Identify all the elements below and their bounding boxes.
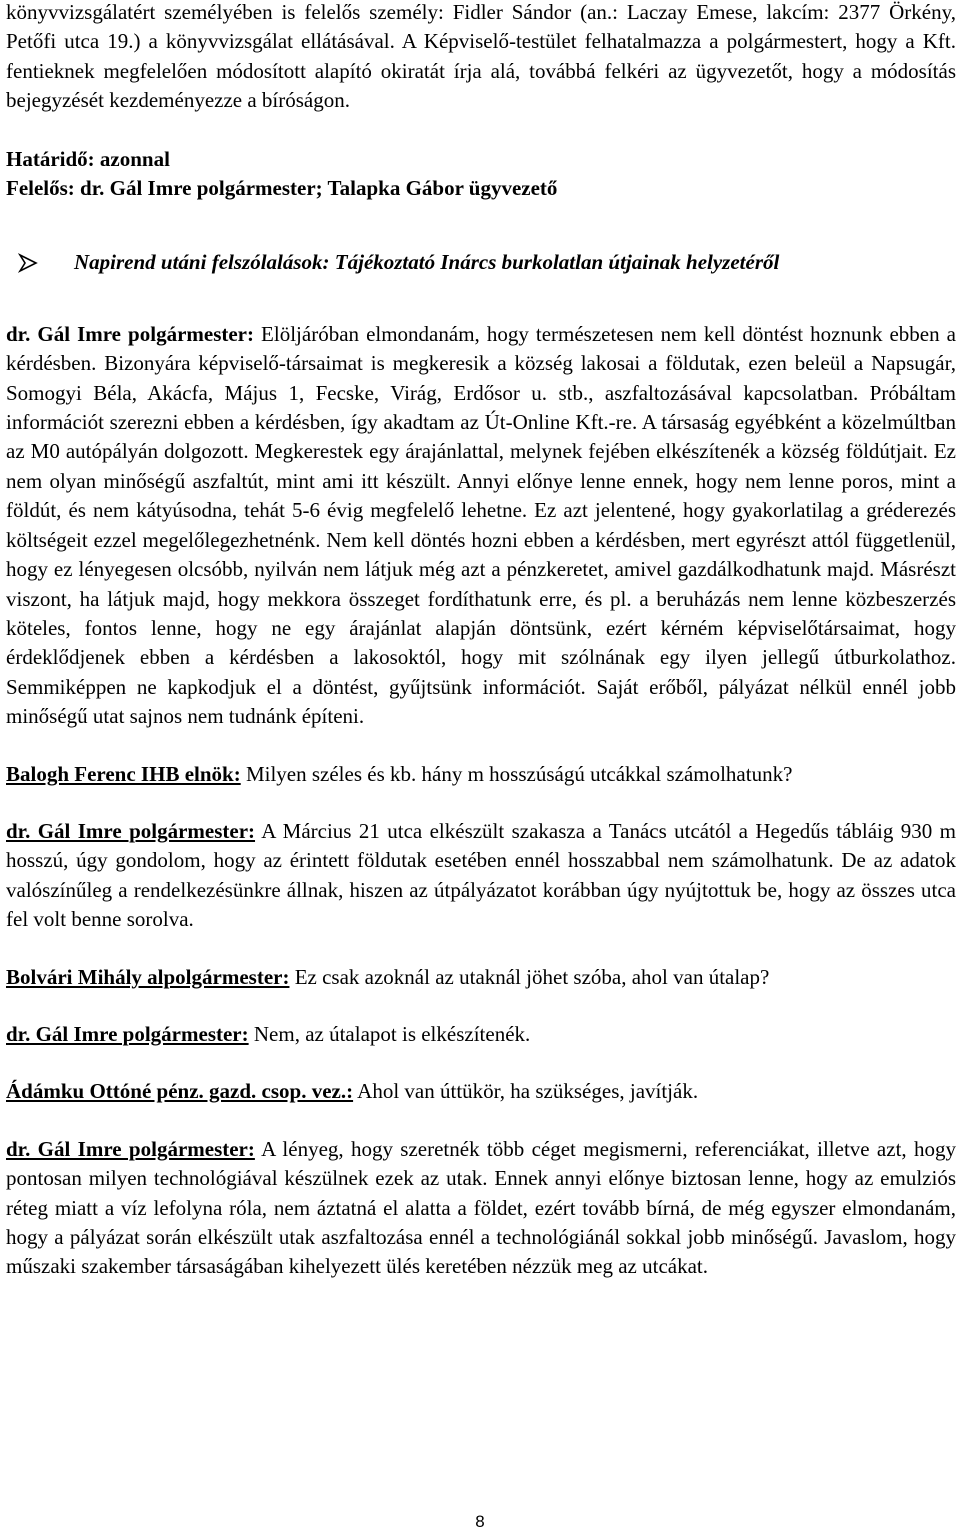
statement-text: Nem, az útalapot is elkészítenék.	[248, 1021, 531, 1046]
resolution-block	[6, 145, 956, 204]
statement-text: Milyen széles és kb. hány m hosszúságú utcákkal számolhatunk?	[240, 761, 793, 786]
intro-paragraph: könyvvizsgálatért személyében is felelős személy: Fidler Sándor (an.: Laczay Emese, lakcím: 2377 Örkény, Petőfi utca 19.) a könyvvizsgálat ellátásával. A Képviselő-testület felhatalmazza a polgármestert, hogy a Kft. fentieknek megfelelően módosított alapító okiratát írja alá, továbbá felkéri az ügyvezetőt, hogy a módosítás bejegyzését kezdeményezze a bíróságon.	[6, 0, 956, 113]
speaker-name: dr. Gál Imre polgármester:	[6, 1136, 255, 1161]
speaker-name: Balogh Ferenc IHB elnök:	[6, 761, 241, 786]
statement-text: A Március 21 utca elkészült szakasza a Tanács utcától a Hegedűs tábláig 930 m hosszú, úgy gondolom, hogy az érintett földutak esetében ennél hosszabbal nem számolhatunk. De az adatok valószínűleg a rendelkezésünkre állnak, hiszen az útpályázatot korábban úgy nyújtottuk be, hogy az összes utca fel volt benne sorolva.	[6, 818, 956, 932]
statement-paragraph	[6, 1135, 956, 1282]
statement-text: Ahol van úttükör, ha szükséges, javítják.	[353, 1079, 699, 1104]
page-number: 8	[475, 1512, 485, 1531]
statement-paragraph	[6, 1077, 956, 1106]
statement-text: A lényeg, hogy szeretnék több céget megismerni, referenciákat, illetve azt, hogy pontosan milyen technológiával készülnek ezek az utak. Ennek annyi előnye biztosan lenne, hogy az emulziós réteg miatt a víz lefolyna róla, nem áztatná el alatta a földet, ezért tovább bírná, de még egyszer elmondanám, hogy a pályázat során elkészült utak aszfaltozása ennél a technológiánál sokkal jobb minőségű. Javaslom, hogy műszaki szakember társaságában kihelyezett ülés keretében nézzük meg az utcákat.	[6, 1136, 956, 1279]
statement-text: Elöljáróban elmondanám, hogy természetesen nem kell döntést hoznunk ebben a kérdésben. Bizonyára képviselő-társaimat is megkeresik a község lakosai a földutak, ezen beleül a Napsugár, Somogyi Béla, Akácfa, Május 1, Fecske, Virág, Erdősor u. stb., aszfaltozásával kapcsolatban. Próbáltam információt szerezni ebben a kérdésben, így akadtam az Út-Online Kft.-re. A társaság egyébként a közelmúltban az M0 autópályán dolgozott. Megkerestek egy árajánlattal, melynek fejében elkészítenék a község földútjait. Ez nem olyan minőségű aszfaltút, mint ami itt készült. Annyi előnye lenne ennek, hogy nem lenne poros, mint a földút, és nem kátyúsodna, tehát 5-6 évig megfelelő lehetne. Ez azt jelentené, hogy gyakorlatilag a gréderezés költségeit ezzel megelőlegezhetnénk. Nem kell döntés hozni ebben a kérdésben, mert egyrészt attól függetlenül, hogy ez lényegesen olcsóbb, nyilván nem látjuk még azt a pénzkeretet, amivel gazdálkodhatunk majd. Másrészt viszont, ha látjuk majd, hogy mekkora összeget fordíthatunk erre, és pl. a beruházás nem lenne közbeszerzés köteles, fontos lenne, hogy ne egy árajánlat alapján döntsünk, ezért kérném képviselőtársaimat, hogy érdeklődjenek ebben a kérdésben a lakosoktól, hogy mit szólnának egy ilyen jellegű útburkolathoz. Semmiképpen ne kapkodjuk el a döntést, gyűjtsünk információt. Saját erőből, pályázat nélkül ennél jobb minőségű utat sajnos nem tudnánk építeni.	[6, 321, 956, 729]
statement-paragraph	[6, 760, 956, 789]
speaker-name: dr. Gál Imre polgármester:	[6, 1021, 249, 1046]
statement-paragraph	[6, 320, 956, 732]
statement-paragraph	[6, 963, 956, 992]
speaker-name: Ádámku Ottóné pénz. gazd. csop. vez.:	[6, 1079, 354, 1104]
agenda-title: Napirend utáni felszólalások: Tájékoztató Inárcs burkolatlan útjainak helyzetéről	[74, 250, 780, 275]
statement-paragraph	[6, 817, 956, 935]
speaker-name: Bolvári Mihály alpolgármester:	[6, 964, 290, 989]
responsible-line: Felelős: dr. Gál Imre polgármester; Talapka Gábor ügyvezető	[6, 176, 558, 201]
speaker-name: dr. Gál Imre polgármester:	[6, 321, 255, 346]
statement-paragraph	[6, 1020, 956, 1049]
speaker-name: dr. Gál Imre polgármester:	[6, 818, 256, 843]
agenda-item	[6, 248, 956, 277]
arrow-right-icon	[18, 253, 38, 273]
document-page	[6, 0, 956, 1282]
statement-text: Ez csak azoknál az utaknál jöhet szóba, ahol van útalap?	[289, 964, 770, 989]
deadline-line: Határidő: azonnal	[6, 146, 170, 171]
